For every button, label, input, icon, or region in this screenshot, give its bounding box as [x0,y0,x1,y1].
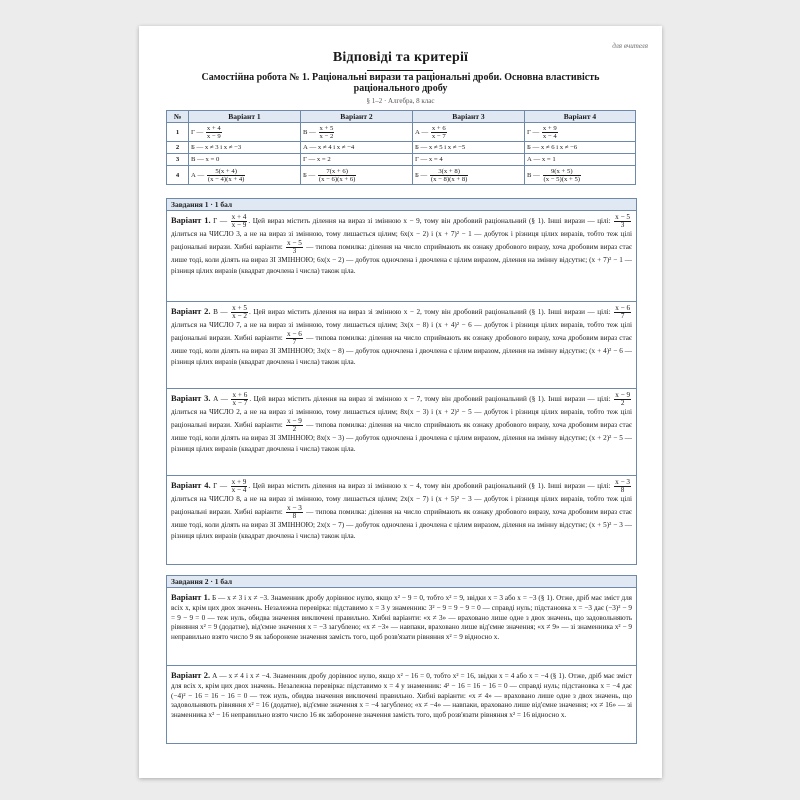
title-underline [367,70,433,71]
variant-lead: Варіант 2. [171,670,211,680]
task-1-variant-2: Варіант 2. В — $\frac{x + 5}{x - 2}$ . Цей вираз містить ділення на вираз зі змінною x − 2, тому він дробовий раціональний (§ 1). Інші вирази — цілі: $\frac{x - 6}{7}$ ділиться на ЧИСЛО 7, а не на вираз зі змінною, тому лишається цілим; 3x(x − 8) і (x + 4)² − 6 — добуток і різниця цілих виразів, тобто теж цілі раціональні вирази. Хибні варіанти: $\frac{x - 6}{7}$ — типова помилка: ділення на число сприймають як ознаку дробового виразу, хоча дробовим вираз стає лише тоді, коли ділять на вираз ЗІ ЗМІННОЮ; 3x(x − 8) — добуток одночлена і двочлена є цілим виразом, ділення на змінну відсутнє; (x + 4)² − 6 — різниця цілих виразів (квадрат двочлена і числа) також ціла. [167,302,636,389]
fraction: $\frac{x + 4}{x - 9}$ [231,213,247,229]
variant-lead: Варіант 4. [171,480,211,491]
header-variant-4: Варіант 4 [525,111,636,123]
fraction: $\frac{x - 9}{2}$ [615,391,631,407]
variant-text: Б — x ≠ 3 і x ≠ −3. Знаменник дробу дорівнює нулю, якщо x² − 9 = 0, тобто x² = 9, звідки x = 3 або x = −3 (§ 1). Отже, дріб має зміст для всіх x, крім цих двох значень. Незалежна перевірка: підставимо x = 3 у знаменник: 3² − 9 = 9 − 9 = 0 — справді нуль; підстановка x = −3 дає (−3)² − 9 = 9 − 9 = 0 — теж нуль, обидва значення виключені правильно. Хибні варіанти: «x ≠ 3» — враховано лише одне з двох значень, що задовольняють рівняння x² = 9 (додатне), від'ємне значення x = −3 загублено; «x ≠ −3» — навпаки, враховано лише від'ємне значення; «x ≠ 9» — зі знаменника x² − 9 неправильно взято число 9 як заборонене значення замість того, щоб розв'язати рівняння x² = 9 відносно x. [171,594,632,642]
answer-cell: Б — x ≠ 5 і x ≠ −5 [413,142,525,154]
variant-lead: Варіант 1. [171,592,210,602]
fraction: $\frac{x + 4}{x - 9}$ [206,124,221,140]
fraction: $\frac{x - 3}{8}$ [287,504,302,520]
table-row [167,142,636,154]
fraction: $\frac{9(x + 5)}{(x - 5)(x + 5)}$ [543,167,581,183]
table-row [167,166,636,185]
answer-cell: В — $\frac{x + 5}{x - 2}$ [301,123,413,142]
answer-cell: А — $\frac{5(x + 4)}{(x - 4)(x + 4)}$ [189,166,301,185]
document-title: Відповіді та критерії [332,50,469,65]
fraction: $\frac{x + 5}{x - 2}$ [232,304,247,320]
fraction: $\frac{x - 5}{3}$ [615,213,631,229]
variant-text: А — x ≠ 4 і x ≠ −4. Знаменник дробу дорівнює нулю, якщо x² − 16 = 0, тобто x² = 16, звідки x = 4 або x = −4 (§ 1). Отже, дріб має зміст для всіх x, крім цих двох значень. Незалежна перевірка: підставимо x = 4 у знаменник: 4² − 16 = 16 − 16 = 0 — справді нуль; підстановка x = −4 дає (−4)² − 16 = 16 − 16 = 0 — теж нуль, обидва значення виключені правильно. Хибні варіанти: «x ≠ 4» — враховано лише одне з двох значень, що задовольняють рівняння x² = 16 (додатне), від'ємне значення x = −4 загублено; «x ≠ −4» — навпаки, враховано лише від'ємне значення; «x ≠ 16» — зі знаменника x² − 16 неправильно взято число 16 як заборонене значення замість того, щоб розв'язати рівняння x² = 16 відносно x. [171,672,632,720]
task-2-variant-1 [167,588,636,666]
answer-cell: А — $\frac{x + 6}{x - 7}$ [413,123,525,142]
answer-cell: Б — x ≠ 6 і x ≠ −6 [525,142,636,154]
variant-lead: Варіант 1. [171,215,211,226]
document-subtitle: Самостійна робота № 1. Раціональні вирази та раціональні дроби. Основна властивість раціонального дробу [201,72,600,94]
fraction: $\frac{x + 6}{x - 7}$ [232,391,248,407]
answer-cell: В — x = 0 [189,154,301,166]
answer-cell: Г — x = 4 [413,154,525,166]
answer-cell: Г — x = 2 [301,154,413,166]
fraction: $\frac{5(x + 4)}{(x - 4)(x + 4)}$ [207,167,245,183]
fraction: $\frac{x - 6}{7}$ [287,330,302,346]
answer-cell: Б — x ≠ 3 і x ≠ −3 [189,142,301,154]
task-2-variant-2 [167,666,636,743]
fraction: $\frac{x + 9}{x - 4}$ [542,124,557,140]
answer-cell: Б — $\frac{3(x + 8)}{(x - 8)(x + 8)}$ [413,166,525,185]
answers-table [166,110,636,185]
task-1-variant-1: Варіант 1. Г — $\frac{x + 4}{x - 9}$ . Цей вираз містить ділення на вираз зі змінною x − 9, тому він дробовий раціональний (§ 1). Інші вирази — цілі: $\frac{x - 5}{3}$ ділиться на ЧИСЛО 3, а не на вираз зі змінною, тому лишається цілим; 6x(x − 2) і (x + 7)² − 1 — добуток і різниця цілих виразів, тобто теж цілі раціональні вирази. Хибні варіанти: $\frac{x - 5}{3}$ — типова помилка: ділення на число сприймають як ознаку дробового виразу, хоча дробовим вираз стає лише тоді, коли ділять на вираз ЗІ ЗМІННОЮ; 6x(x − 2) — добуток одночлена і двочлена є цілим виразом, ділення на змінну відсутнє; (x + 7)² − 1 — різниця цілих виразів (квадрат двочлена і числа) також ціла. [167,211,636,302]
table-header-row [167,111,636,123]
row-number: 4 [167,166,189,185]
answer-cell: Г — $\frac{x + 4}{x - 9}$ [189,123,301,142]
teacher-tag: для вчителя [612,42,648,50]
fraction: $\frac{3(x + 8)}{(x - 8)(x + 8)}$ [430,167,468,183]
variant-lead: Варіант 3. [171,393,211,404]
fraction: $\frac{x + 9}{x - 4}$ [231,478,247,494]
answer-cell: Г — $\frac{x + 9}{x - 4}$ [525,123,636,142]
fraction: $\frac{7(x + 6)}{(x - 6)(x + 6)}$ [318,167,356,183]
row-number: 1 [167,123,189,142]
header-number: № [167,111,189,123]
fraction: $\frac{x + 5}{x - 2}$ [319,124,334,140]
variant-lead: Варіант 2. [171,306,211,317]
fraction: $\frac{x - 6}{7}$ [615,304,631,320]
task-1-box [166,198,637,565]
fraction: $\frac{x - 3}{8}$ [615,478,631,494]
task-2-box [166,575,637,744]
task-1-header: Завдання 1 · 1 бал [167,199,636,211]
fraction: $\frac{x - 5}{3}$ [287,239,302,255]
table-row [167,154,636,166]
section-reference: § 1–2 · Алгебра, 8 клас [366,97,435,105]
header-variant-3: Варіант 3 [413,111,525,123]
worksheet-page [139,26,662,778]
task-1-variant-3: Варіант 3. А — $\frac{x + 6}{x - 7}$ . Цей вираз містить ділення на вираз зі змінною x − 7, тому він дробовий раціональний (§ 1). Інші вирази — цілі: $\frac{x - 9}{2}$ ділиться на ЧИСЛО 2, а не на вираз зі змінною, тому лишається цілим; 8x(x − 3) і (x + 2)² − 5 — добуток і різниця цілих виразів, тобто теж цілі раціональні вирази. Хибні варіанти: $\frac{x - 9}{2}$ — типова помилка: ділення на число сприймають як ознаку дробового виразу, хоча дробовим вираз стає лише тоді, коли ділять на вираз ЗІ ЗМІННОЮ; 8x(x − 3) — добуток одночлена і двочлена є цілим виразом, ділення на змінну відсутнє; (x + 2)² − 5 — різниця цілих виразів (квадрат двочлена і числа) також ціла. [167,389,636,476]
header-variant-1: Варіант 1 [189,111,301,123]
answer-cell: Б — $\frac{7(x + 6)}{(x - 6)(x + 6)}$ [301,166,413,185]
answer-cell: А — x = 1 [525,154,636,166]
row-number: 2 [167,142,189,154]
answer-cell: В — $\frac{9(x + 5)}{(x - 5)(x + 5)}$ [525,166,636,185]
task-1-variant-4: Варіант 4. Г — $\frac{x + 9}{x - 4}$ . Цей вираз містить ділення на вираз зі змінною x − 4, тому він дробовий раціональний (§ 1). Інші вирази — цілі: $\frac{x - 3}{8}$ ділиться на ЧИСЛО 8, а не на вираз зі змінною, тому лишається цілим; 2x(x − 7) і (x + 5)² − 3 — добуток і різниця цілих виразів, тобто теж цілі раціональні вирази. Хибні варіанти: $\frac{x - 3}{8}$ — типова помилка: ділення на число сприймають як ознаку дробового виразу, хоча дробовим вираз стає лише тоді, коли ділять на вираз ЗІ ЗМІННОЮ; 2x(x − 7) — добуток одночлена і двочлена є цілим виразом, ділення на змінну відсутнє; (x + 5)² − 3 — різниця цілих виразів (квадрат двочлена і числа) також ціла. [171,478,633,540]
task-2-header: Завдання 2 · 1 бал [167,576,636,588]
header-variant-2: Варіант 2 [301,111,413,123]
answer-cell: А — x ≠ 4 і x ≠ −4 [301,142,413,154]
table-row [167,123,636,142]
fraction: $\frac{x + 6}{x - 7}$ [431,124,446,140]
fraction: $\frac{x - 9}{2}$ [287,417,302,433]
row-number: 3 [167,154,189,166]
